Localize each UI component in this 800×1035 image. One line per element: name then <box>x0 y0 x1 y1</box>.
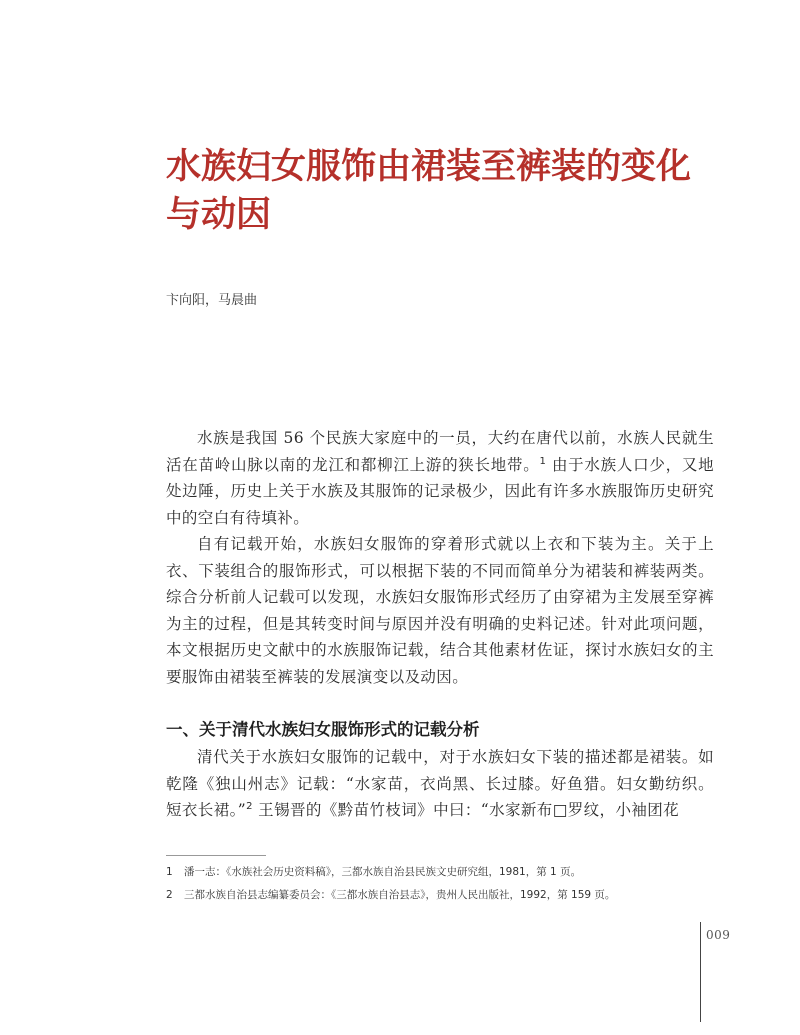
section-heading: 一、关于清代水族妇女服饰形式的记载分析 <box>166 720 480 739</box>
title-line-2: 与动因 <box>166 194 272 235</box>
footnotes <box>166 864 726 910</box>
paragraph: 自有记载开始，水族妇女服饰的穿着形式就以上衣和下装为主。关于上衣、下装组合的服饰形式，可以根据下装的不同而简单分为裙装和裤装两类。综合分析前人记载可以发现，水族妇女服饰形式经历了由穿裙为主发展至穿裤为主的过程，但是其转变时间与原因并没有明确的史料记述。针对此项问题，本文根据历史文献中的水族服饰记载，结合其他素材佐证，探讨水族妇女的主要服饰由裙装至裤装的发展演变以及动因。 <box>166 535 714 686</box>
footnote-number: 1 <box>166 866 173 878</box>
page-number: 009 <box>706 928 731 942</box>
footnote-text: 潘一志：《水族社会历史资料稿》，三都水族自治县民族文史研究组，1981，第 1 页。 <box>184 866 582 878</box>
footnote-ref: 2 <box>246 800 253 812</box>
authors: 卞向阳，马晨曲 <box>166 293 258 308</box>
paragraph: 清代关于水族妇女服饰的记载中，对于水族妇女下装的描述都是裙装。如乾隆《独山州志》记载：“水家苗，衣尚黑、长过膝。好鱼猎。妇女勤纺织。短衣长裙。”$^2$ 王锡晋的《黔苗竹枝词》中曰：“水家新布□罗纹，小袖团花 <box>166 748 714 819</box>
footnote <box>166 887 726 910</box>
footnote <box>166 864 726 887</box>
intro-body <box>166 425 714 690</box>
page-title <box>166 143 726 239</box>
footnote-divider <box>166 855 266 856</box>
section-body <box>166 744 714 824</box>
footnote-ref: 1 <box>539 455 547 467</box>
page-number-rule <box>700 922 701 1022</box>
paragraph: 水族是我国 56 个民族大家庭中的一员，大约在唐代以前，水族人民就生活在苗岭山脉以南的龙江和都柳江上游的狭长地带。$^1$ 由于水族人口少，又地处边陲，历史上关于水族及其服饰的记录极少，因此有许多水族服饰历史研究中的空白有待填补。 <box>166 429 715 527</box>
footnote-text: 三都水族自治县志编纂委员会：《三都水族自治县志》，贵州人民出版社，1992，第 159 页。 <box>184 889 616 901</box>
title-line-1: 水族妇女服饰由裙装至裤装的变化 <box>166 146 692 187</box>
footnote-number: 2 <box>166 889 173 901</box>
